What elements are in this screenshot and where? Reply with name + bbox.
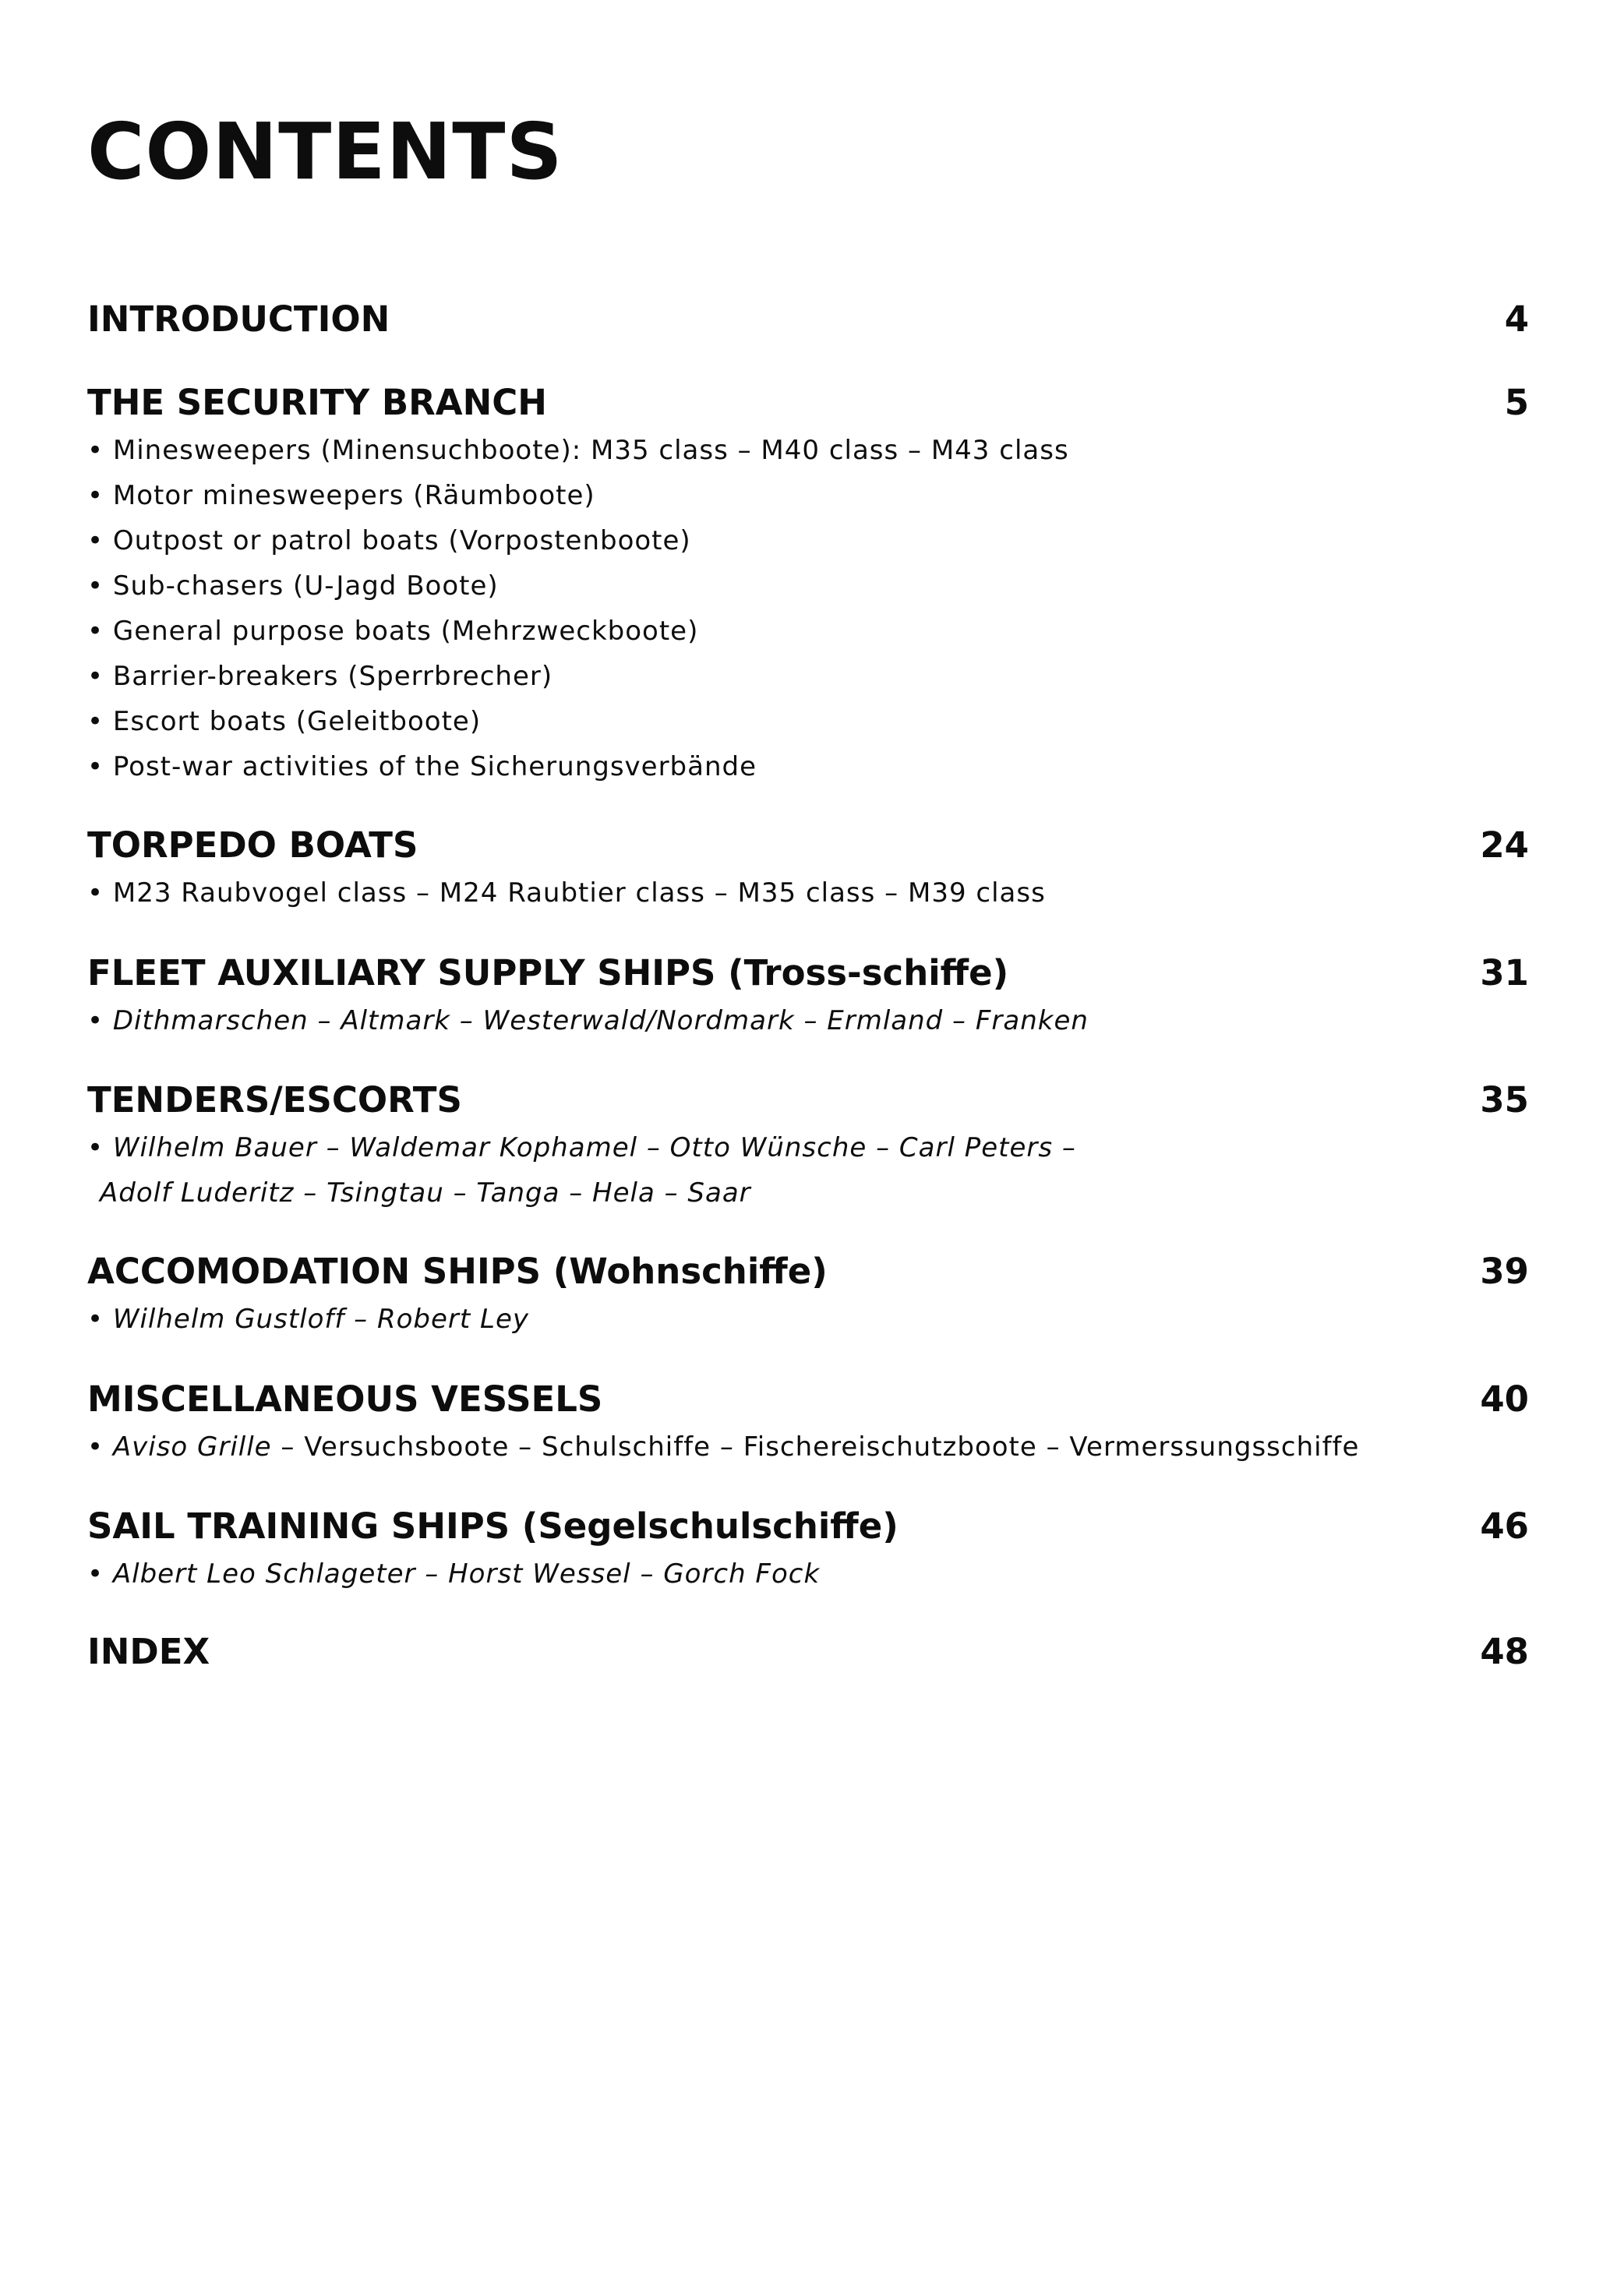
section-item: • Dithmarschen – Altmark – Westerwald/Nordmark – Ermland – Franken xyxy=(87,1005,1089,1036)
toc-entry xyxy=(87,1627,1529,1677)
section-page-number: 40 xyxy=(1480,1378,1529,1420)
section-item-list xyxy=(87,428,1529,789)
section-item-list xyxy=(87,1297,1529,1342)
section-page-number: 4 xyxy=(1504,298,1529,340)
toc-entry xyxy=(87,1502,1529,1551)
toc-section-miscellaneous xyxy=(87,1375,1529,1470)
toc-section-torpedo-boats xyxy=(87,821,1529,916)
toc-entry xyxy=(87,1075,1529,1125)
section-title: INTRODUCTION xyxy=(87,298,390,340)
section-title: TENDERS/ESCORTS xyxy=(87,1079,462,1121)
section-item-list xyxy=(87,870,1529,916)
section-item-list xyxy=(87,1424,1529,1470)
toc-section-security-branch xyxy=(87,378,1529,789)
section-item: • General purpose boats (Mehrzweckboote) xyxy=(87,616,699,647)
section-title: FLEET AUXILIARY SUPPLY SHIPS (Tross-schiffe) xyxy=(87,952,1009,994)
section-title: SAIL TRAINING SHIPS (Segelschulschiffe) xyxy=(87,1505,898,1547)
section-page-number: 24 xyxy=(1480,824,1529,866)
toc-section-tenders-escorts xyxy=(87,1075,1529,1216)
section-item: • M23 Raubvogel class – M24 Raubtier class – M35 class – M39 class xyxy=(87,877,1046,909)
section-title: TORPEDO BOATS xyxy=(87,824,418,866)
toc-section-sail-training xyxy=(87,1502,1529,1597)
section-item: • Sub-chasers (U-Jagd Boote) xyxy=(87,570,499,602)
section-title: ACCOMODATION SHIPS (Wohnschiffe) xyxy=(87,1251,828,1292)
toc-entry xyxy=(87,378,1529,428)
toc-section-index xyxy=(87,1627,1529,1677)
section-item: • Minesweepers (Minensuchboote): M35 class – M40 class – M43 class xyxy=(87,435,1069,466)
section-item: • Post-war activities of the Sicherungsverbände xyxy=(87,751,757,782)
toc-section-fleet-auxiliary xyxy=(87,948,1529,1043)
toc-entry xyxy=(87,295,1529,344)
section-item: • Escort boats (Geleitboote) xyxy=(87,706,482,737)
section-item: • Motor minesweepers (Räumboote) xyxy=(87,480,595,511)
section-page-number: 5 xyxy=(1504,382,1529,423)
item-rest: – Versuchsboote – Schulschiffe – Fischereischutzboote – Vermerssungsschiffe xyxy=(271,1431,1360,1463)
toc-entry xyxy=(87,821,1529,870)
section-title: THE SECURITY BRANCH xyxy=(87,382,547,423)
section-page-number: 46 xyxy=(1480,1505,1529,1547)
section-item: • Barrier-breakers (Sperrbrecher) xyxy=(87,661,553,692)
section-item xyxy=(87,1424,1529,1470)
section-item: • Wilhelm Gustloff – Robert Ley xyxy=(87,1304,529,1335)
section-page-number: 31 xyxy=(1480,952,1529,994)
toc-entry xyxy=(87,948,1529,998)
section-item: • Outpost or patrol boats (Vorpostenboote) xyxy=(87,525,691,556)
section-item-list xyxy=(87,998,1529,1043)
toc-entry xyxy=(87,1375,1529,1424)
toc-entry xyxy=(87,1247,1529,1297)
section-page-number: 35 xyxy=(1480,1079,1529,1121)
italic-item-part: • Aviso Grille xyxy=(87,1431,272,1463)
section-title: INDEX xyxy=(87,1631,210,1672)
section-item-list xyxy=(87,1551,1529,1597)
toc-section-introduction xyxy=(87,295,1529,344)
section-item: • Wilhelm Bauer – Waldemar Kophamel – Otto Wünsche – Carl Peters – xyxy=(87,1132,1076,1163)
section-title: MISCELLANEOUS VESSELS xyxy=(87,1378,603,1420)
section-item-list xyxy=(87,1125,1529,1216)
toc-section-accomodation-ships xyxy=(87,1247,1529,1342)
page-title: CONTENTS xyxy=(87,106,563,197)
section-item: Adolf Luderitz – Tsingtau – Tanga – Hela – Saar xyxy=(100,1177,751,1209)
section-page-number: 39 xyxy=(1480,1251,1529,1292)
section-item: • Albert Leo Schlageter – Horst Wessel – Gorch Fock xyxy=(87,1558,821,1590)
section-page-number: 48 xyxy=(1480,1631,1529,1672)
